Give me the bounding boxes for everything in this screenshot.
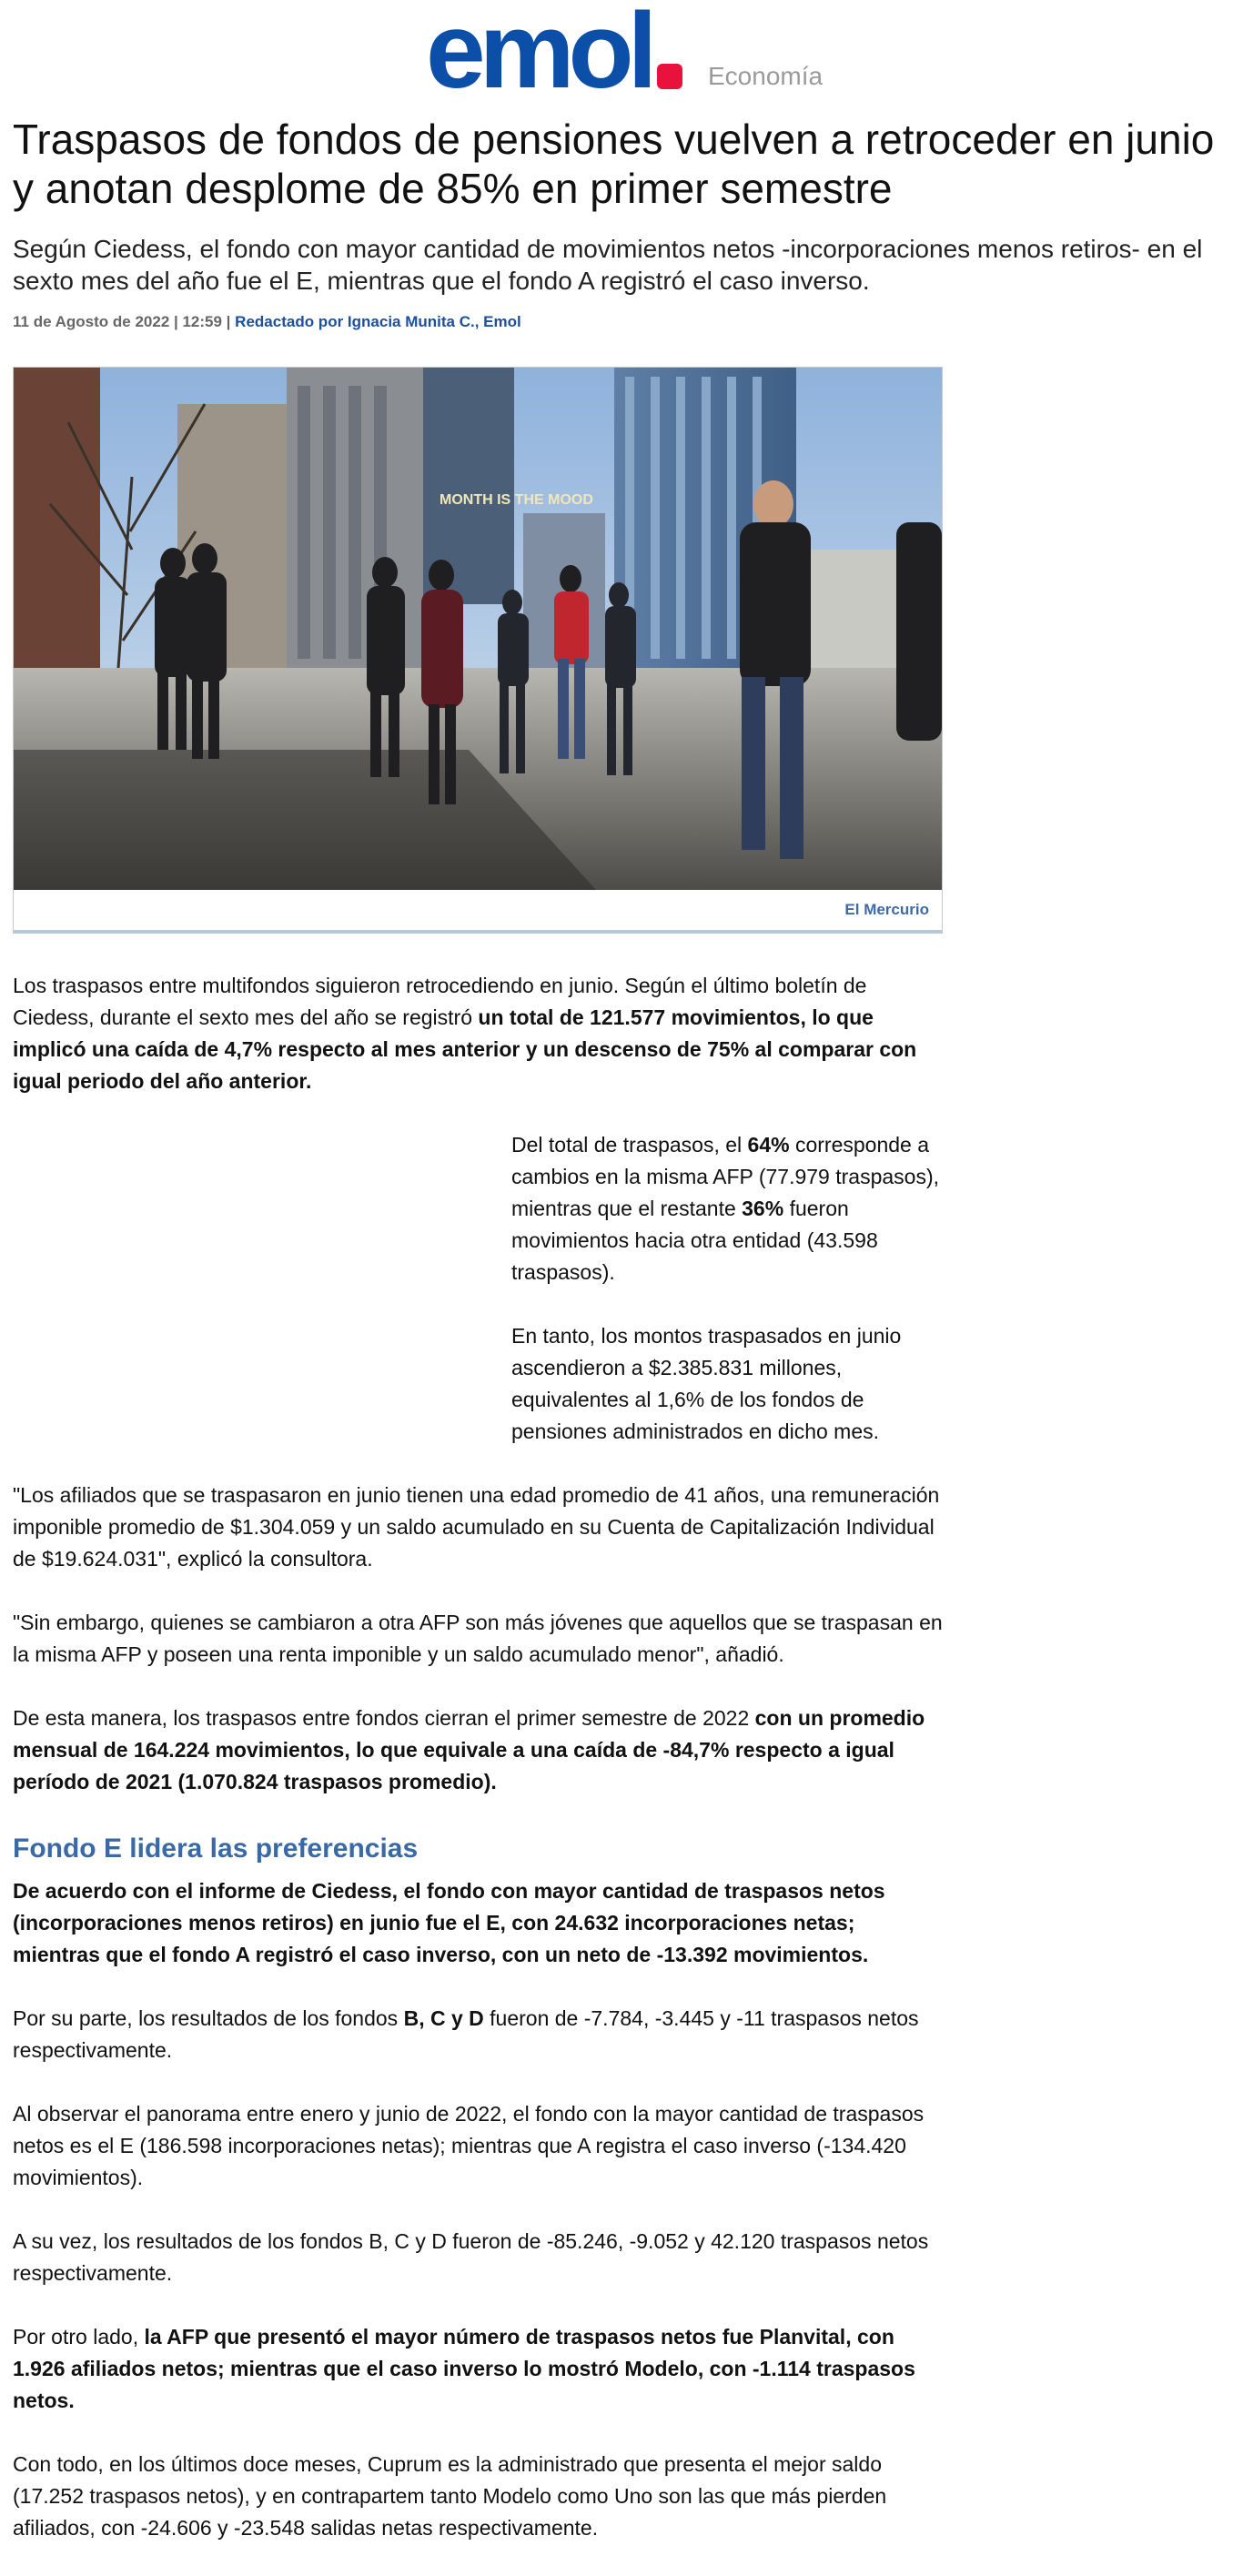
- bold-text: con un promedio mensual de 164.224 movimientos, lo que equivale a una caída de -84,7% respecto a igual período de 2021 (1.070.824 traspasos promedio).: [13, 1706, 925, 1793]
- section-link[interactable]: Economía: [708, 62, 824, 90]
- author-link[interactable]: Redactado por Ignacia Munita C., Emol: [235, 313, 521, 330]
- paragraph-11: [13, 2321, 943, 2417]
- text: Por otro lado,: [13, 2325, 145, 2349]
- text: fueron de -7.784, -3.445 y -11 traspasos netos respectivamente.: [13, 2006, 919, 2062]
- article-byline: [13, 313, 521, 331]
- logo-red-dot: [657, 64, 682, 89]
- paragraph-6: [13, 1702, 943, 1798]
- article-photo: [13, 367, 943, 934]
- article-subtitle: Según Ciedess, el fondo con mayor cantidad de movimientos netos -incorporaciones menos retiros- en el sexto mes del año fue el E, mientras que el fondo A registró el caso inverso.: [13, 235, 1203, 295]
- bold-text: B, C y D: [403, 2006, 484, 2030]
- paragraph-3: En tanto, los montos traspasados en junio ascendieron a $2.385.831 millones, equivalentes al 1,6% de los fondos de pensiones administrados en dicho mes.: [511, 1324, 902, 1443]
- text: De esta manera, los traspasos entre fondos cierran el primer semestre de 2022: [13, 1706, 755, 1730]
- article-title: Traspasos de fondos de pensiones vuelven a retroceder en junio y anotan desplome de 85% en primer semestre: [13, 116, 1215, 212]
- bold-text: un total de 121.577 movimientos, lo que implicó una caída de 4,7% respecto al mes anterior y un descenso de 75% al comparar con igual periodo del año anterior.: [13, 1005, 917, 1093]
- bold-text: 64%: [747, 1133, 790, 1157]
- logo-text: emol: [426, 0, 652, 95]
- emol-logo-mark: [426, 0, 699, 95]
- ad-space: [13, 1129, 511, 1473]
- paragraph-10: A su vez, los resultados de los fondos B, C y D fueron de -85.246, -9.052 y 42.120 traspasos netos respectivamente.: [13, 2229, 929, 2285]
- text: Del total de traspasos, el: [511, 1133, 748, 1157]
- text: corresponde a cambios en la misma AFP (77.979 traspasos), mientras que el restante: [511, 1133, 940, 1220]
- paragraph-5: "Sin embargo, quienes se cambiaron a otra AFP son más jóvenes que aquellos que se traspasan en la misma AFP y poseen una renta imponible y un saldo acumulado menor", añadió.: [13, 1611, 943, 1666]
- paragraph-7: De acuerdo con el informe de Ciedess, el fondo con mayor cantidad de traspasos netos (incorporaciones menos retiros) en junio fue el E, con 24.632 incorporaciones netas; mientras que el fondo A registró el caso inverso, con un neto de -13.392 movimientos.: [13, 1879, 885, 1966]
- paragraph-4: "Los afiliados que se traspasaron en junio tienen una edad promedio de 41 años, una remuneración imponible promedio de $1.304.059 y un saldo acumulado en su Cuenta de Capitalización Individual de $19.624.031", explicó la consultora.: [13, 1483, 940, 1571]
- bold-text: 36%: [742, 1197, 784, 1220]
- paragraph-9: Al observar el panorama entre enero y junio de 2022, el fondo con la mayor cantidad de traspasos netos es el E (186.598 incorporaciones netas); mientras que A registra el caso inverso (-134.420 movimientos).: [13, 2102, 925, 2189]
- text: fueron movimientos hacia otra entidad (43.598 traspasos).: [511, 1197, 878, 1284]
- paragraph-1: [13, 970, 943, 1097]
- photo-credit: El Mercurio: [844, 901, 929, 918]
- publish-date: 11 de Agosto de 2022 | 12:59 |: [13, 313, 236, 330]
- paragraph-8: [13, 2003, 943, 2066]
- street-pedestrians-photo: [14, 368, 942, 890]
- section-heading: Fondo E lidera las preferencias: [13, 1834, 419, 1864]
- emol-logo[interactable]: [426, 0, 699, 99]
- text: Los traspasos entre multifondos siguieron retrocediendo en junio. Según el último boletín de Ciedess, durante el sexto mes del año se registró: [13, 974, 867, 1029]
- billboard-text: MONTH IS THE MOOD: [440, 492, 593, 508]
- site-header: [0, 0, 1243, 102]
- bold-text: la AFP que presentó el mayor número de traspasos netos fue Planvital, con 1.926 afiliados netos; mientras que el caso inverso lo mostró Modelo, con -1.114 traspasos netos.: [13, 2325, 915, 2412]
- text: Por su parte, los resultados de los fondos: [13, 2006, 404, 2030]
- article-body: [13, 970, 943, 2576]
- paragraph-12: Con todo, en los últimos doce meses, Cuprum es la administrado que presenta el mejor saldo (17.252 traspasos netos), y en contrapartem tanto Modelo como Uno son las que más pierden afiliados, con -24.606 y -23.548 salidas netas respectivamente.: [13, 2452, 887, 2540]
